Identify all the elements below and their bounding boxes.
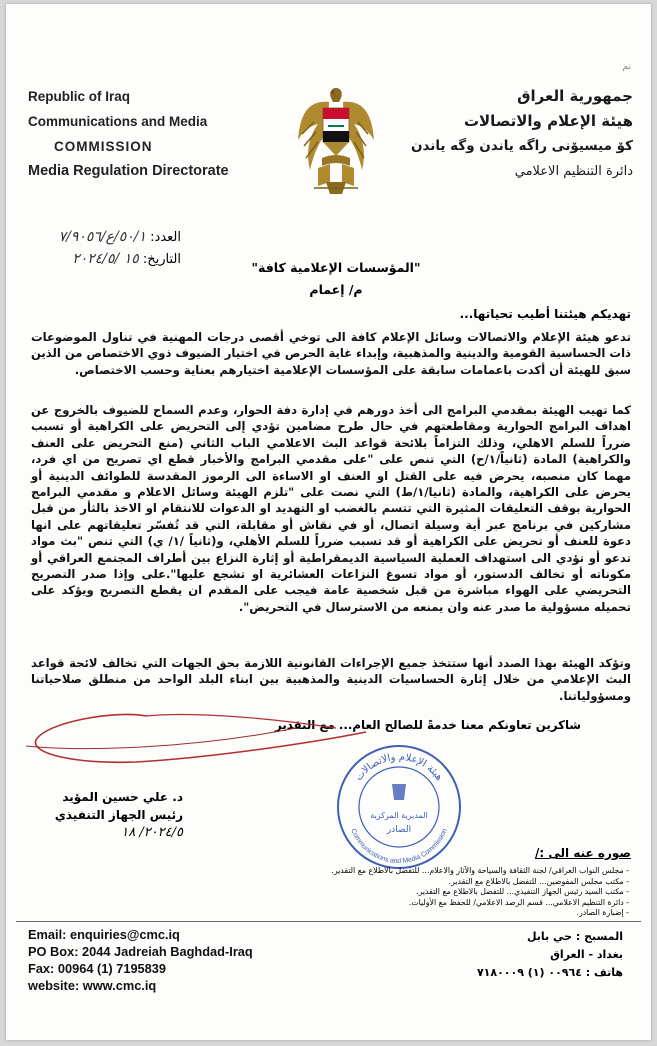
copy-to-item: - مكتب السيد رئيس الجهاز التنفيذي... للتفضل بالاطلاع مع التقدير. (416, 887, 629, 897)
paragraph-3: وتؤكد الهيئة بهذا الصدد أنها ستتخذ جميع الإجراءات القانونية اللازمة بحق الجهات التي تخالف لائحة قواعد البث الإعلامي من خلال إثارة الحساسيات الدينية والمذهبية بين ابناء البلد الواحد من منطلق صلاحياتنا ومسؤولياتنا. (31, 656, 631, 703)
copy-to-item: - إضبارة الصادر. (576, 908, 629, 918)
closing-line: شاكرين تعاونكم معنا خدمةً للصالح العام... مع التقدير (274, 718, 581, 732)
ar-header-line-3: كۆ میسیۆنی راگە یاندن وگە یاندن (410, 138, 633, 154)
ar-header-line-2: هيئة الإعلام والاتصالات (463, 112, 633, 130)
official-stamp-icon (334, 742, 464, 872)
en-header-line-4: Media Regulation Directorate (28, 163, 229, 179)
date-value: ١٥ /٢٠٢٤/٥ (72, 251, 139, 267)
footer-fax: Fax: 00964 (1) 7195839 (28, 961, 167, 976)
signatory-title: رئيس الجهاز التنفيذي (54, 808, 183, 822)
paragraph-1: تدعو هيئة الإعلام والاتصالات وسائل الإعلام كافة الى توخي أقصى درجات المهنية في تناول الموضوعات ذات الحساسية القومية والدينية والمذهبية، وإبداء غاية الحرص في اختيار الضيوف ذوي الاختصاص من الذين سبق للهيئة أن أكدت باعمامات سابقة على المؤسسات الإعلامية اختيارهم بعناية وحسب الاختصاص. (31, 330, 631, 377)
stamp-ring-english: Communications and Media Commission (349, 827, 449, 866)
recipient: "المؤسسات الإعلامية كافة" (251, 260, 421, 275)
copy-to-list (69, 866, 629, 919)
date-label: التاريخ: (142, 252, 181, 267)
stamp-ring-arabic: هيئة الإعلام والاتصالات (353, 751, 445, 783)
stamp-center-line-1: المديرية المركزية (370, 811, 428, 820)
ar-header-line-1: جمهورية العراق (517, 87, 633, 105)
copy-to-title: صوره عنه الى :/ (535, 846, 631, 860)
copy-to-item: - مكتب مجلس المفوضين... للتفضل بالاطلاع مع التقدير. (448, 876, 629, 886)
english-letterhead (28, 84, 288, 184)
footer-address (477, 928, 623, 982)
document-page (6, 4, 651, 1040)
greeting: تهديكم هيئتنا أطيب تحياتها... (459, 307, 631, 321)
signature-date: ٢٠٢٤/٥/ ١٨ (121, 825, 183, 840)
ar-header-line-4: دائرة التنظيم الاعلامي (514, 164, 633, 179)
number-label: العدد: (150, 230, 181, 245)
signature-block (23, 788, 183, 842)
reference-block (21, 226, 181, 270)
top-handwritten-mark: نم (622, 62, 631, 72)
address-line-3: هاتف : ٠٠٩٦٤ (١) ٧١٨٠٠٠٩ (476, 966, 623, 979)
paragraph-2: كما تهيب الهيئة بمقدمي البرامج الى أخذ دورهم في إدارة دفة الحوار، وعدم السماح للضيوف بالخروج عن اهداف البرامج الحوارية ومقاطعتهم في حال طرح مضامين تؤدي إلى التحريض على الكراهية أو تسبب ضرراً للسلم الاهلي، وذلك التزاماً بلائحة قواعد البث الاعلامي الباب الثاني (منع التحريض على العنف والكراهية) المادة (ثانياً/١/ح) التي تنص على "على مقدمي البرامج والأخبار قطع اي تصريح من اي فرد، مهما كان منصبه، يحرض فيه على القتل او العنف او الاساءة الى الرموز المقدسة للطوائف الدينية أو يحرض على الكراهية، والمادة (ثانيا/١/ط) التي نصت على "تلزم الهيئة وسائل الاعلام و مقدمي البرامج الحوارية بوقف التعليقات المثيرة التي تتسم بالغضب او التهديد او الدعوات للانتقام او الاخذ بالثأر من قبل مشاركين في برنامج عبر أية وسيلة اتصال، أو في نقاش أو مقابلة، التي قد تُفسّر تعليقاتهم على انها دعوة للعنف أو تحريض على الكراهية أو قد تسبب ضرراً للسلم الأهلي، و(ثانياً /١/ ي) التي تنص "بث مواد تدعو أو تؤدي الى استهداف العملية السياسية الديمقراطية أو إثارة النزاع بين أطراف المجتمع العراقي أو مكوناته أو تخالف الدستور، أو مواد تسوغ النزاعات العشائرية او تشجع عليها".على وإذا صدر التصريح التحريضي على الهواء مباشرة من قبل شخصية عامة فيجب على المقدم ان يقطع التصريح ويؤكد على تحميله مسؤولية ما صدر عنه وان يمنعه من الاسترسال في التحريض". (31, 403, 632, 614)
signatory-name: د. علي حسين المؤيد (62, 790, 183, 804)
footer-divider (16, 921, 641, 922)
en-header-line-2: Communications and Media (28, 114, 208, 129)
footer-po-box: PO Box: 2044 Jadreiah Baghdad-Iraq (28, 944, 253, 959)
address-line-2: بغداد - العراق (550, 948, 623, 961)
footer-contact (28, 926, 253, 994)
en-header-line-3: COMMISSION (54, 139, 153, 154)
subject: م/ إعمام (309, 282, 363, 297)
address-line-1: المسبح : حي بابل (526, 930, 623, 943)
copy-to-item: - مجلس النواب العراقي/ لجنة الثقافة والسياحة والآثار والاعلام... للتفضل بالاطلاع مع التقدير. (331, 866, 629, 875)
arabic-letterhead (393, 84, 633, 184)
copy-to-item: - دائرة التنظيم الاعلامي... قسم الرصد الاعلامي/ للحفظ مع الأوليات. (408, 897, 629, 907)
iraq-eagle-emblem-icon (296, 82, 376, 200)
footer-website: website: www.cmc.iq (28, 978, 157, 993)
number-value: ٥٠/١/ع/٧/٩٠٥٦ (58, 229, 147, 245)
stamp-center-line-2: الصادر (386, 825, 412, 835)
footer-email: Email: enquiries@cmc.iq (28, 927, 180, 942)
en-header-line-1: Republic of Iraq (28, 89, 131, 104)
